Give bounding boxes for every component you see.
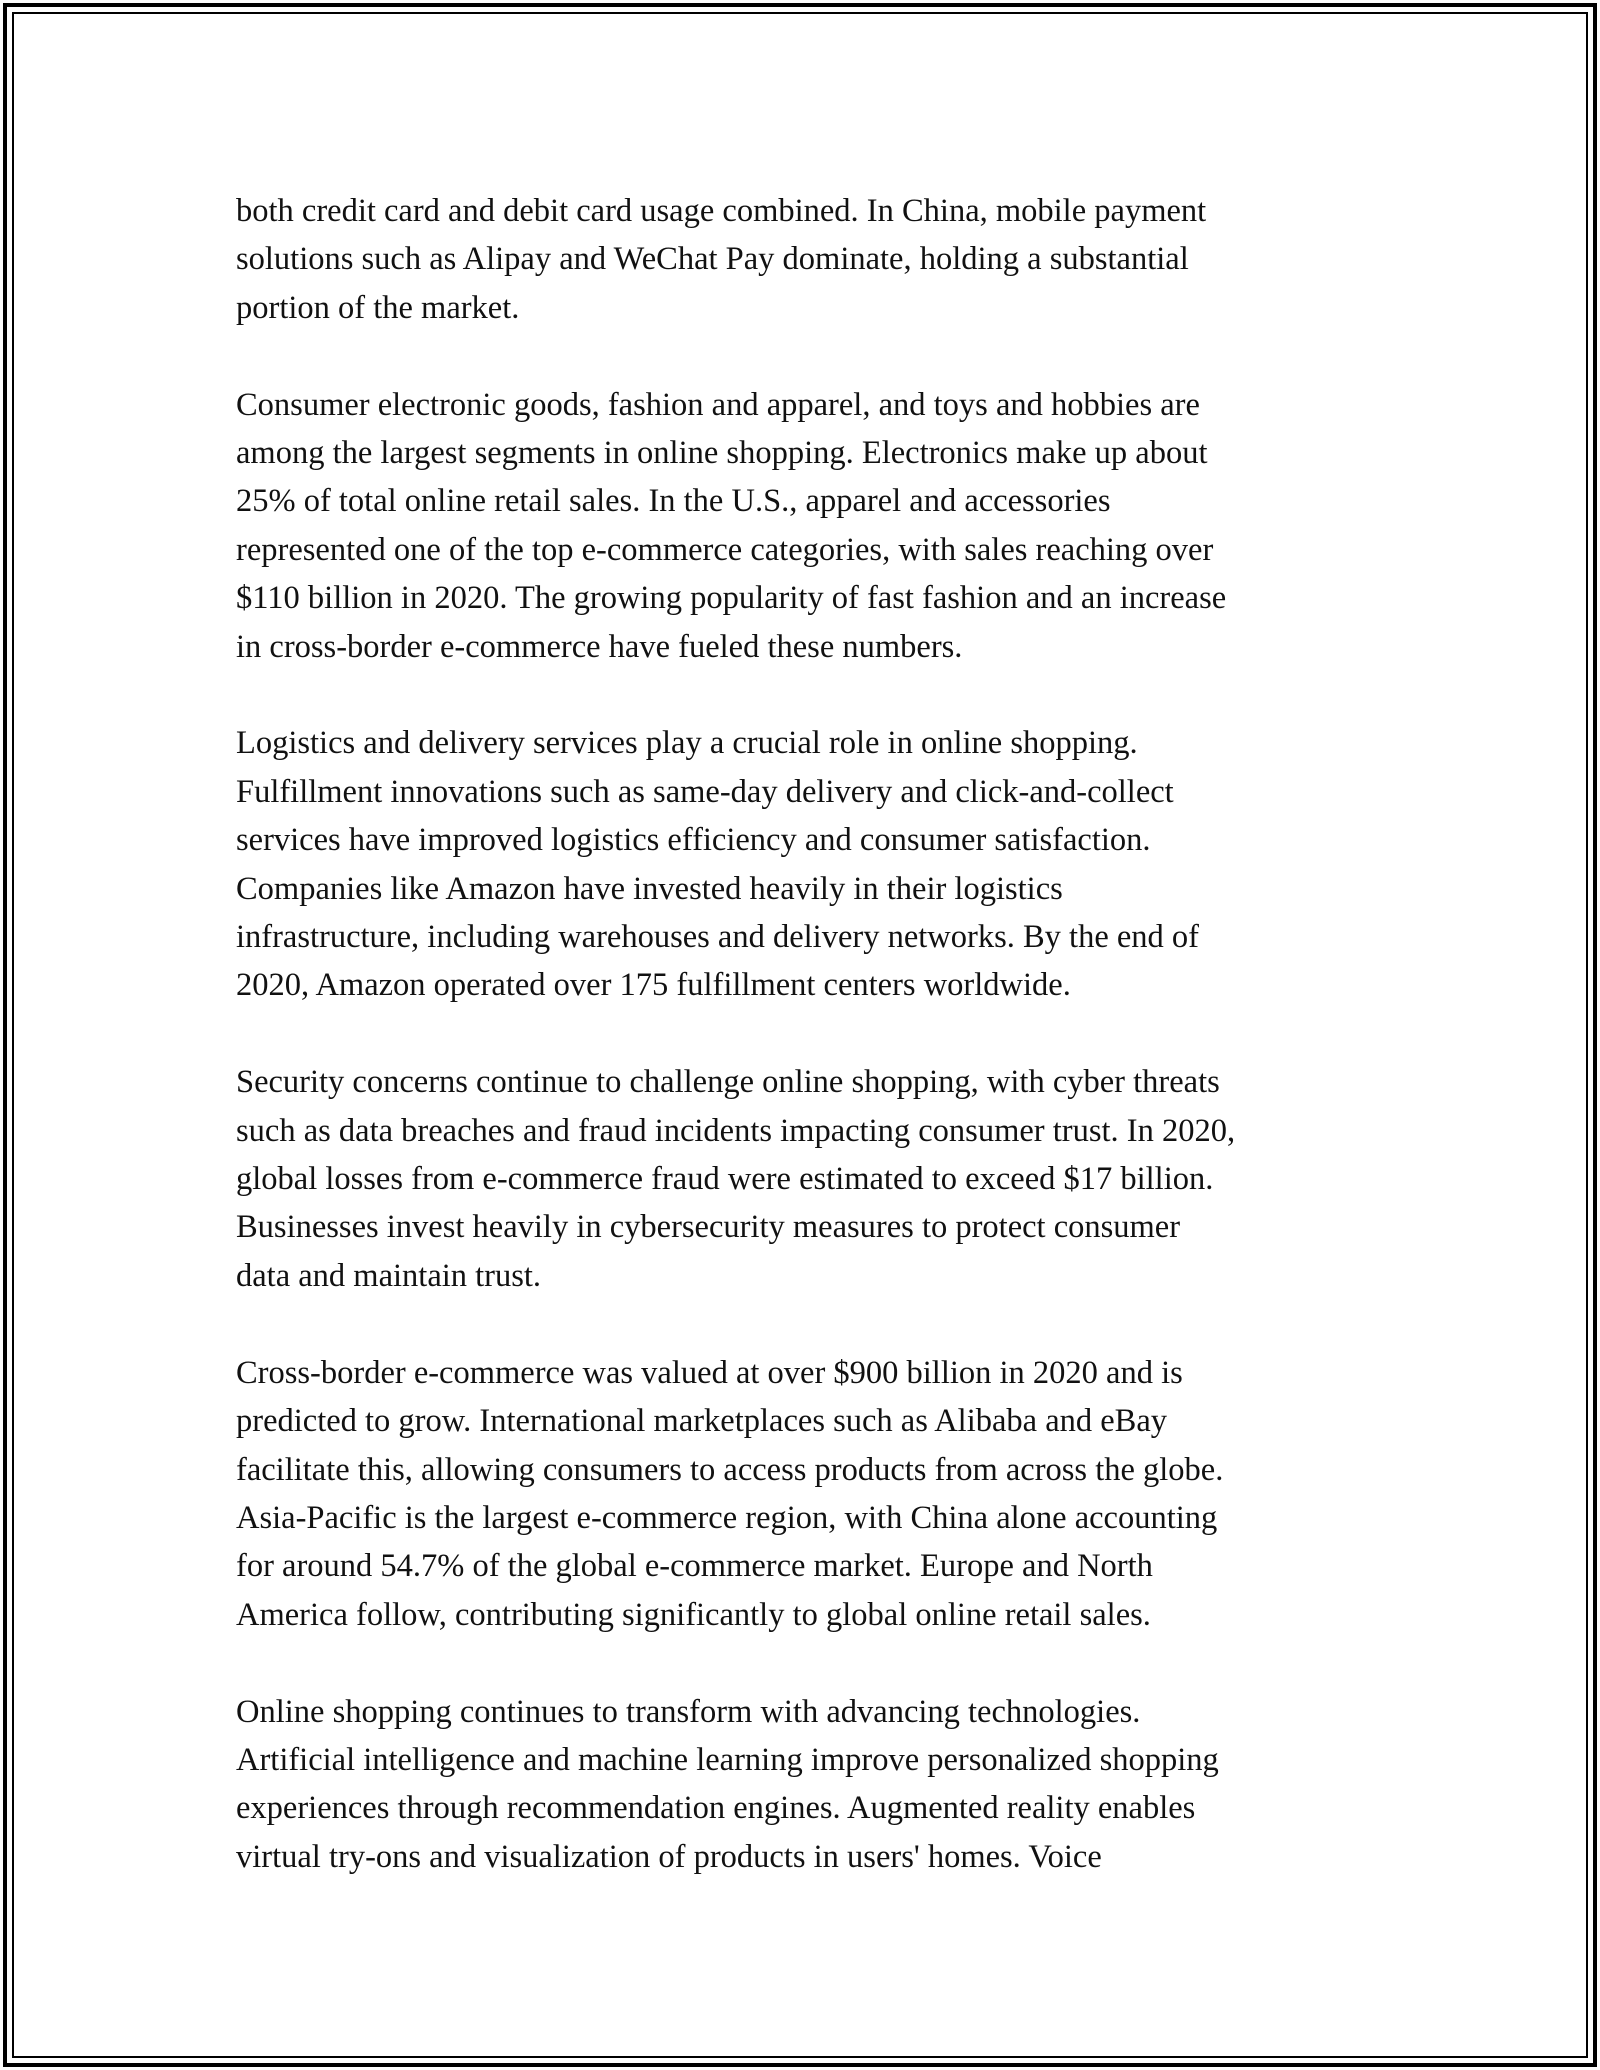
- text-line: data and maintain trust.: [236, 1257, 542, 1294]
- text-line: Security concerns continue to challenge online shopping, with cyber threats: [236, 1064, 1220, 1101]
- text-line: Asia-Pacific is the largest e-commerce region, with China alone accounting: [236, 1499, 1218, 1536]
- text-line: facilitate this, allowing consumers to access products from across the globe.: [236, 1451, 1224, 1488]
- paragraph-cross-border: [236, 1349, 1396, 1639]
- paragraph-technologies: [236, 1688, 1396, 1882]
- text-line: services have improved logistics efficiency and consumer satisfaction.: [236, 822, 1151, 859]
- text-line: Consumer electronic goods, fashion and apparel, and toys and hobbies are: [236, 386, 1200, 423]
- paragraph-product-segments: [236, 381, 1396, 671]
- text-line: for around 54.7% of the global e-commerce market. Europe and North: [236, 1548, 1153, 1585]
- text-line: such as data breaches and fraud incidents impacting consumer trust. In 2020,: [236, 1112, 1236, 1149]
- paragraph-payment-methods: [236, 187, 1396, 332]
- text-line: infrastructure, including warehouses and delivery networks. By the end of: [236, 919, 1199, 956]
- text-line: Businesses invest heavily in cybersecurity measures to protect consumer: [236, 1209, 1181, 1246]
- text-line: global losses from e-commerce fraud were estimated to exceed $17 billion.: [236, 1161, 1214, 1198]
- text-line: virtual try-ons and visualization of products in users' homes. Voice: [236, 1838, 1102, 1875]
- text-line: Logistics and delivery services play a crucial role in online shopping.: [236, 725, 1138, 762]
- text-line: America follow, contributing significantly to global online retail sales.: [236, 1596, 1151, 1633]
- text-line: solutions such as Alipay and WeChat Pay dominate, holding a substantial: [236, 241, 1189, 278]
- text-line: $110 billion in 2020. The growing popularity of fast fashion and an increase: [236, 580, 1227, 617]
- text-line: Fulfillment innovations such as same-day delivery and click-and-collect: [236, 773, 1174, 810]
- text-line: predicted to grow. International marketplaces such as Alibaba and eBay: [236, 1403, 1168, 1440]
- text-line: both credit card and debit card usage combined. In China, mobile payment: [236, 193, 1207, 229]
- text-line: Artificial intelligence and machine learning improve personalized shopping: [236, 1741, 1219, 1778]
- paragraph-security: [236, 1058, 1396, 1300]
- text-line: Cross-border e-commerce was valued at over $900 billion in 2020 and is: [236, 1354, 1183, 1391]
- paragraph-logistics: [236, 719, 1396, 1009]
- text-line: Companies like Amazon have invested heavily in their logistics: [236, 870, 1063, 907]
- text-line: experiences through recommendation engines. Augmented reality enables: [236, 1790, 1196, 1827]
- text-line: among the largest segments in online shopping. Electronics make up about: [236, 435, 1208, 472]
- text-line: 25% of total online retail sales. In the U.S., apparel and accessories: [236, 483, 1111, 520]
- text-line: 2020, Amazon operated over 175 fulfillment centers worldwide.: [236, 967, 1071, 1004]
- text-line: represented one of the top e-commerce categories, with sales reaching over: [236, 531, 1214, 568]
- text-line: portion of the market.: [236, 289, 520, 326]
- document-body: [236, 187, 1396, 1930]
- text-line: Online shopping continues to transform with advancing technologies.: [236, 1693, 1141, 1730]
- text-line: in cross-border e-commerce have fueled these numbers.: [236, 628, 963, 665]
